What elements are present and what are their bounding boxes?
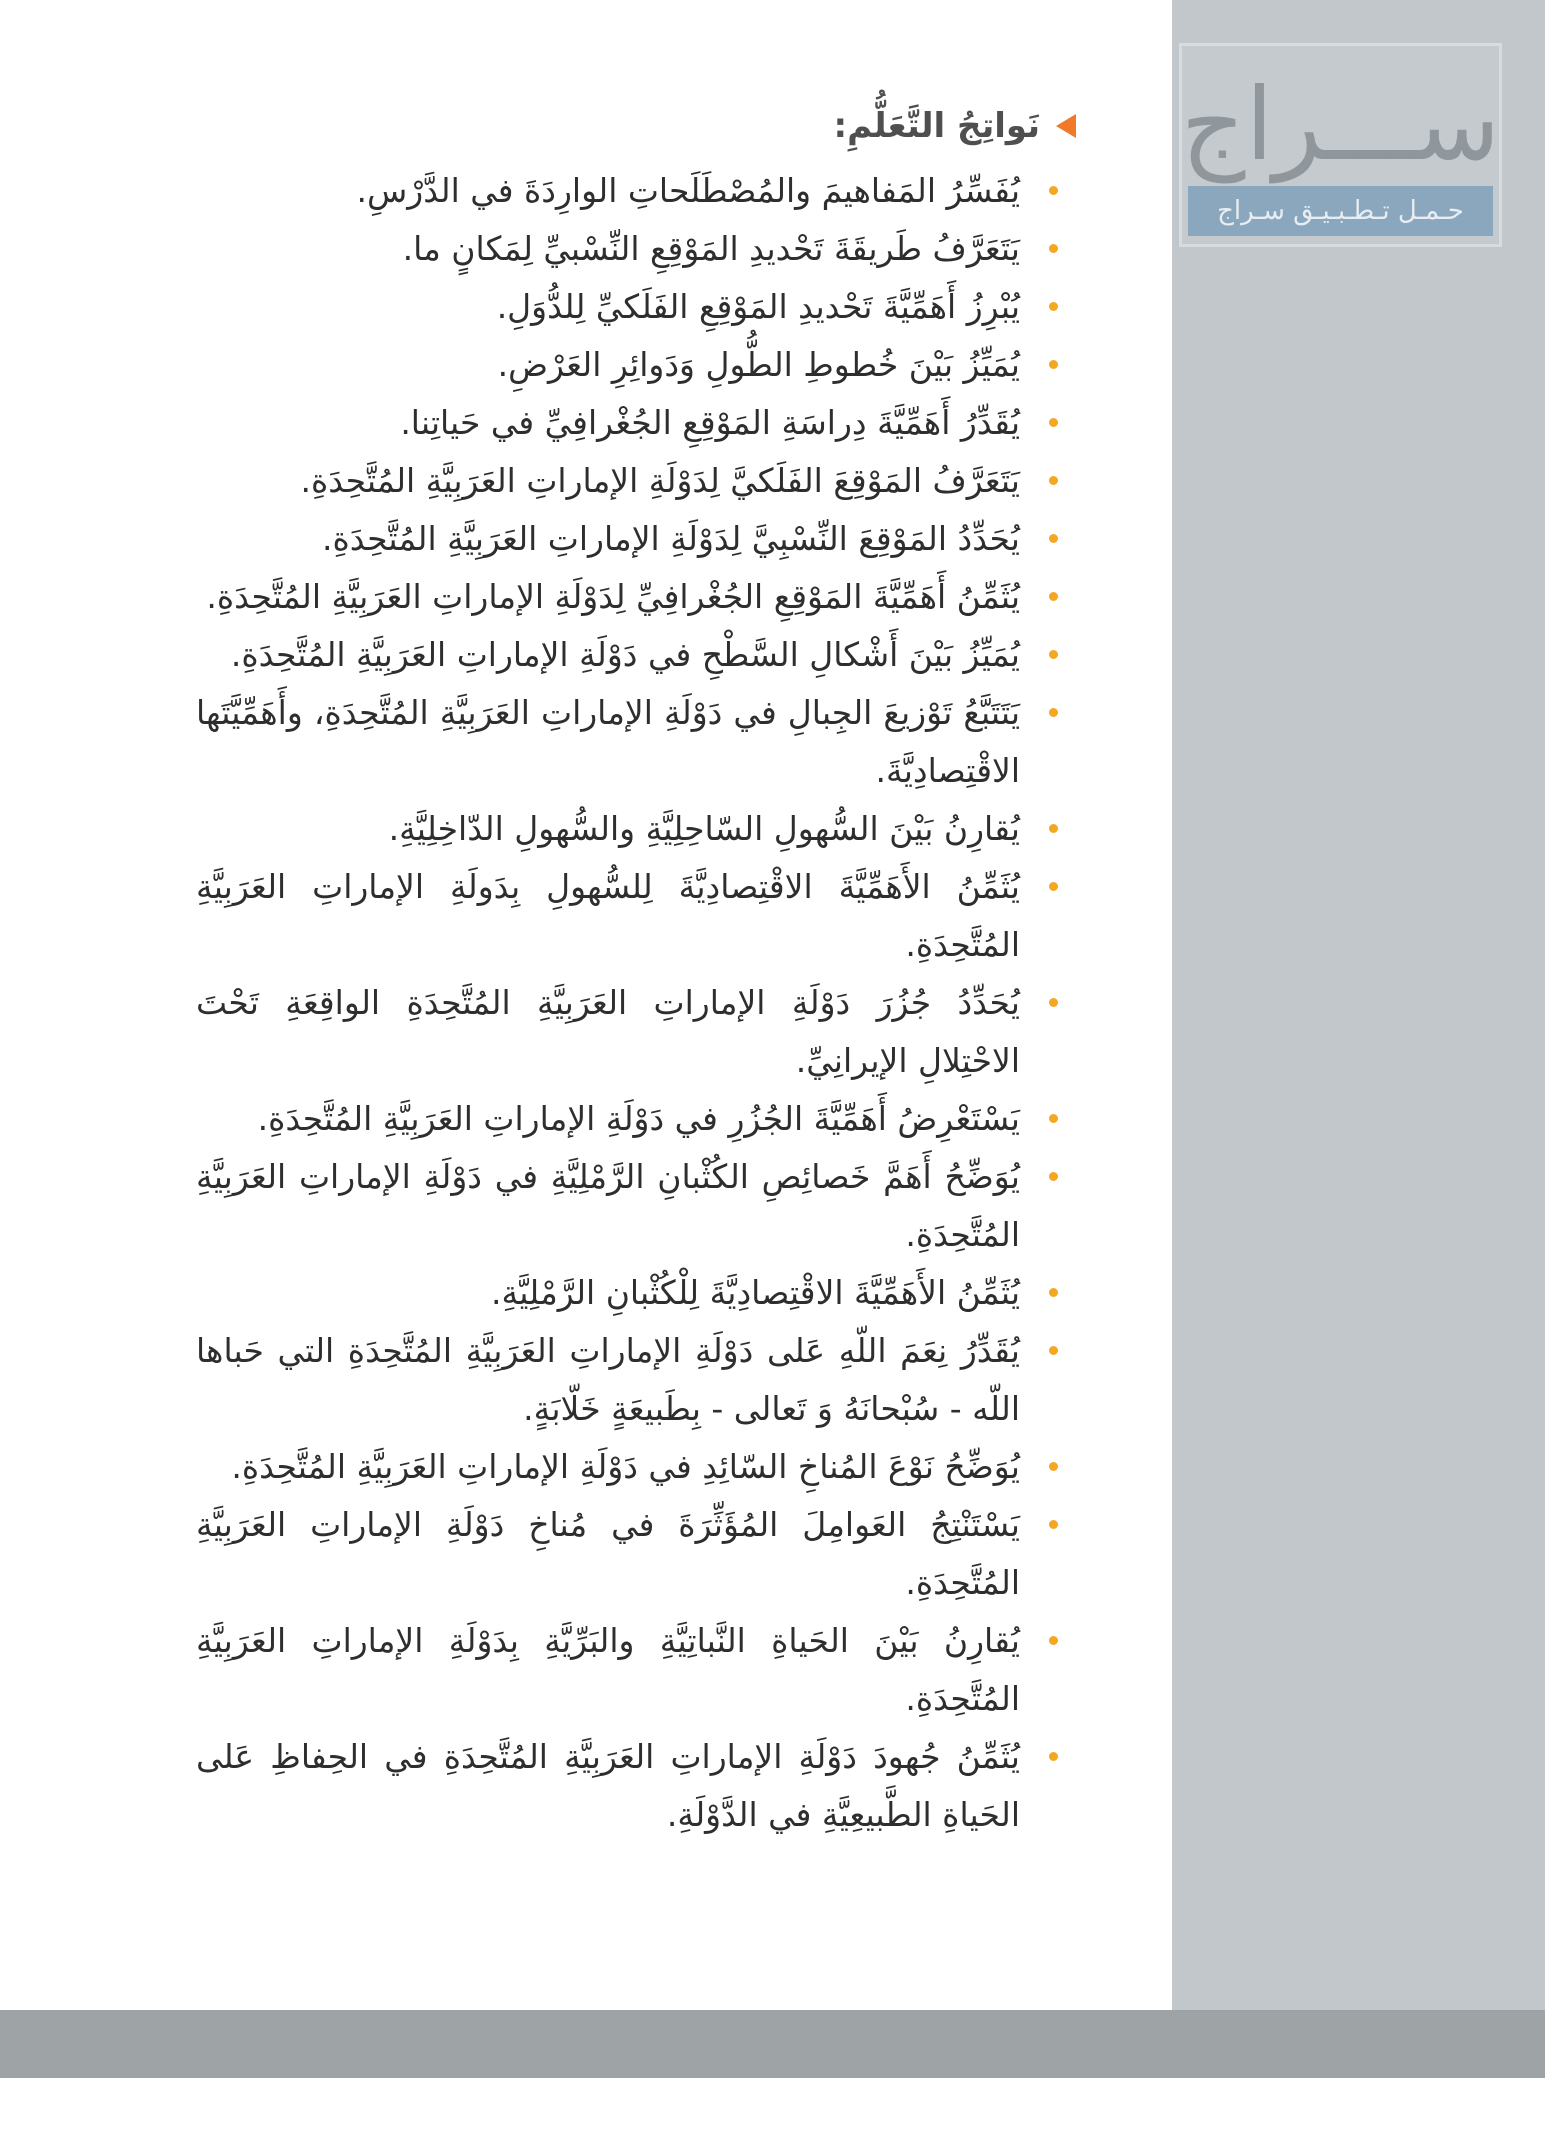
outcome-text: يُمَيِّزُ بَيْنَ أَشْكالِ السَّطْحِ في دَوْلَةِ الإماراتِ العَرَبِيَّةِ المُتَّحِدَةِ. — [230, 635, 1020, 674]
bullet-icon — [1049, 824, 1058, 833]
outcome-item — [196, 220, 1076, 278]
outcome-item — [196, 452, 1076, 510]
logo-tagline: حـمـل تـطـبـيـق سـراج — [1188, 186, 1493, 236]
bullet-icon — [1049, 1346, 1058, 1355]
outcome-text: يَسْتَنْتِجُ العَوامِلَ المُؤَثِّرَةَ في مُناخِ دَوْلَةِ الإماراتِ العَرَبِيَّةِ المُتَّحِدَةِ. — [196, 1505, 1020, 1602]
sidebar-panel — [1172, 0, 1545, 2010]
bullet-icon — [1049, 998, 1058, 1007]
outcome-text: يَتَتَبَّعُ تَوْزيعَ الجِبالِ في دَوْلَةِ الإماراتِ العَرَبِيَّةِ المُتَّحِدَةِ، وأَهَمِّيَّتَها الاقْتِصادِيَّةَ. — [196, 693, 1020, 790]
outcome-item — [196, 684, 1076, 800]
learning-outcomes-section — [196, 96, 1076, 1844]
outcome-item — [196, 568, 1076, 626]
outcome-text: يُقَدِّرُ أَهَمِّيَّةَ دِراسَةِ المَوْقِعِ الجُغْرافِيِّ في حَياتِنا. — [400, 403, 1020, 442]
siraj-logo[interactable] — [1179, 43, 1502, 247]
learning-outcomes-heading — [196, 96, 1076, 156]
outcome-text: يُثَمِّنُ الأَهَمِّيَّةَ الاقْتِصادِيَّةَ لِلسُّهولِ بِدَولَةِ الإماراتِ العَرَبِيَّةِ المُتَّحِدَةِ. — [196, 867, 1020, 964]
outcome-item — [196, 858, 1076, 974]
logo-wordmark: ســـراج — [1180, 65, 1501, 183]
outcome-item — [196, 336, 1076, 394]
footer-bar — [0, 2010, 1545, 2078]
heading-text: نَواتِجُ التَّعَلُّمِ: — [833, 106, 1040, 146]
outcome-item — [196, 1728, 1076, 1844]
outcome-item — [196, 800, 1076, 858]
outcome-text: يُحَدِّدُ المَوْقِعَ النِّسْبِيَّ لِدَوْلَةِ الإماراتِ العَرَبِيَّةِ المُتَّحِدَةِ. — [321, 519, 1020, 558]
outcome-text: يَسْتَعْرِضُ أَهَمِّيَّةَ الجُزُرِ في دَوْلَةِ الإماراتِ العَرَبِيَّةِ المُتَّحِدَةِ. — [257, 1099, 1020, 1138]
orange-arrow-icon — [1056, 114, 1076, 138]
bullet-icon — [1049, 186, 1058, 195]
outcome-item — [196, 162, 1076, 220]
bullet-icon — [1049, 708, 1058, 717]
outcome-text: يُثَمِّنُ جُهودَ دَوْلَةِ الإماراتِ العَرَبِيَّةِ المُتَّحِدَةِ في الحِفاظِ عَلى الحَياةِ الطَّبيعِيَّةِ في الدَّوْلَةِ. — [196, 1737, 1020, 1834]
outcome-item — [196, 278, 1076, 336]
outcome-text: يُمَيِّزُ بَيْنَ خُطوطِ الطُّولِ وَدَوائِرِ العَرْضِ. — [497, 345, 1020, 384]
outcome-text: يُقارِنُ بَيْنَ السُّهولِ السّاحِلِيَّةِ والسُّهولِ الدّاخِلِيَّةِ. — [388, 809, 1020, 848]
outcome-text: يُثَمِّنُ أَهَمِّيَّةَ المَوْقِعِ الجُغْرافِيِّ لِدَوْلَةِ الإماراتِ العَرَبِيَّةِ المُتَّحِدَةِ. — [206, 577, 1020, 616]
bullet-icon — [1049, 1752, 1058, 1761]
outcome-item — [196, 1264, 1076, 1322]
bullet-icon — [1049, 1172, 1058, 1181]
outcome-text: يُحَدِّدُ جُزُرَ دَوْلَةِ الإماراتِ العَرَبِيَّةِ المُتَّحِدَةِ الواقِعَةِ تَحْتَ الاحْتِلالِ الإيرانِيِّ. — [196, 983, 1020, 1080]
bullet-icon — [1049, 302, 1058, 311]
outcome-item — [196, 974, 1076, 1090]
bullet-icon — [1049, 360, 1058, 369]
outcome-item — [196, 1438, 1076, 1496]
outcome-text: يَتَعَرَّفُ المَوْقِعَ الفَلَكيَّ لِدَوْلَةِ الإماراتِ العَرَبِيَّةِ المُتَّحِدَةِ. — [300, 461, 1020, 500]
outcome-item — [196, 1496, 1076, 1612]
outcome-text: يُفَسِّرُ المَفاهيمَ والمُصْطَلَحاتِ الوارِدَةَ في الدَّرْسِ. — [356, 171, 1020, 210]
outcome-item — [196, 1090, 1076, 1148]
bullet-icon — [1049, 1520, 1058, 1529]
bullet-icon — [1049, 418, 1058, 427]
outcome-item — [196, 1612, 1076, 1728]
bullet-icon — [1049, 1288, 1058, 1297]
bullet-icon — [1049, 882, 1058, 891]
outcomes-list — [196, 162, 1076, 1844]
outcome-text: يُقارِنُ بَيْنَ الحَياةِ النَّباتِيَّةِ والبَرِّيَّةِ بِدَوْلَةِ الإماراتِ العَرَبِيَّةِ المُتَّحِدَةِ. — [196, 1621, 1020, 1718]
bullet-icon — [1049, 1114, 1058, 1123]
bullet-icon — [1049, 592, 1058, 601]
outcome-text: يُثَمِّنُ الأَهَمِّيَّةَ الاقْتِصادِيَّةَ لِلْكُثْبانِ الرَّمْلِيَّةِ. — [491, 1273, 1020, 1312]
bullet-icon — [1049, 1636, 1058, 1645]
outcome-item — [196, 1148, 1076, 1264]
outcome-item — [196, 394, 1076, 452]
bullet-icon — [1049, 650, 1058, 659]
outcome-text: يُوَضِّحُ نَوْعَ المُناخِ السّائِدِ في دَوْلَةِ الإماراتِ العَرَبِيَّةِ المُتَّحِدَةِ. — [231, 1447, 1020, 1486]
bullet-icon — [1049, 534, 1058, 543]
outcome-text: يُوَضِّحُ أَهَمَّ خَصائِصِ الكُثْبانِ الرَّمْلِيَّةِ في دَوْلَةِ الإماراتِ العَرَبِيَّةِ المُتَّحِدَةِ. — [196, 1157, 1020, 1254]
outcome-text: يُبْرِزُ أَهَمِّيَّةَ تَحْديدِ المَوْقِعِ الفَلَكيِّ لِلدُّوَلِ. — [496, 287, 1020, 326]
outcome-item — [196, 1322, 1076, 1438]
outcome-item — [196, 626, 1076, 684]
bullet-icon — [1049, 1462, 1058, 1471]
bullet-icon — [1049, 476, 1058, 485]
outcome-text: يَتَعَرَّفُ طَريقَةَ تَحْديدِ المَوْقِعِ النِّسْبيِّ لِمَكانٍ ما. — [402, 229, 1020, 268]
outcome-item — [196, 510, 1076, 568]
bullet-icon — [1049, 244, 1058, 253]
outcome-text: يُقَدِّرُ نِعَمَ اللّهِ عَلى دَوْلَةِ الإماراتِ العَرَبِيَّةِ المُتَّحِدَةِ التي حَباها اللّه - سُبْحانَهُ وَ تَعالى - بِطَبيعَةٍ خَلّابَةٍ. — [196, 1331, 1020, 1428]
